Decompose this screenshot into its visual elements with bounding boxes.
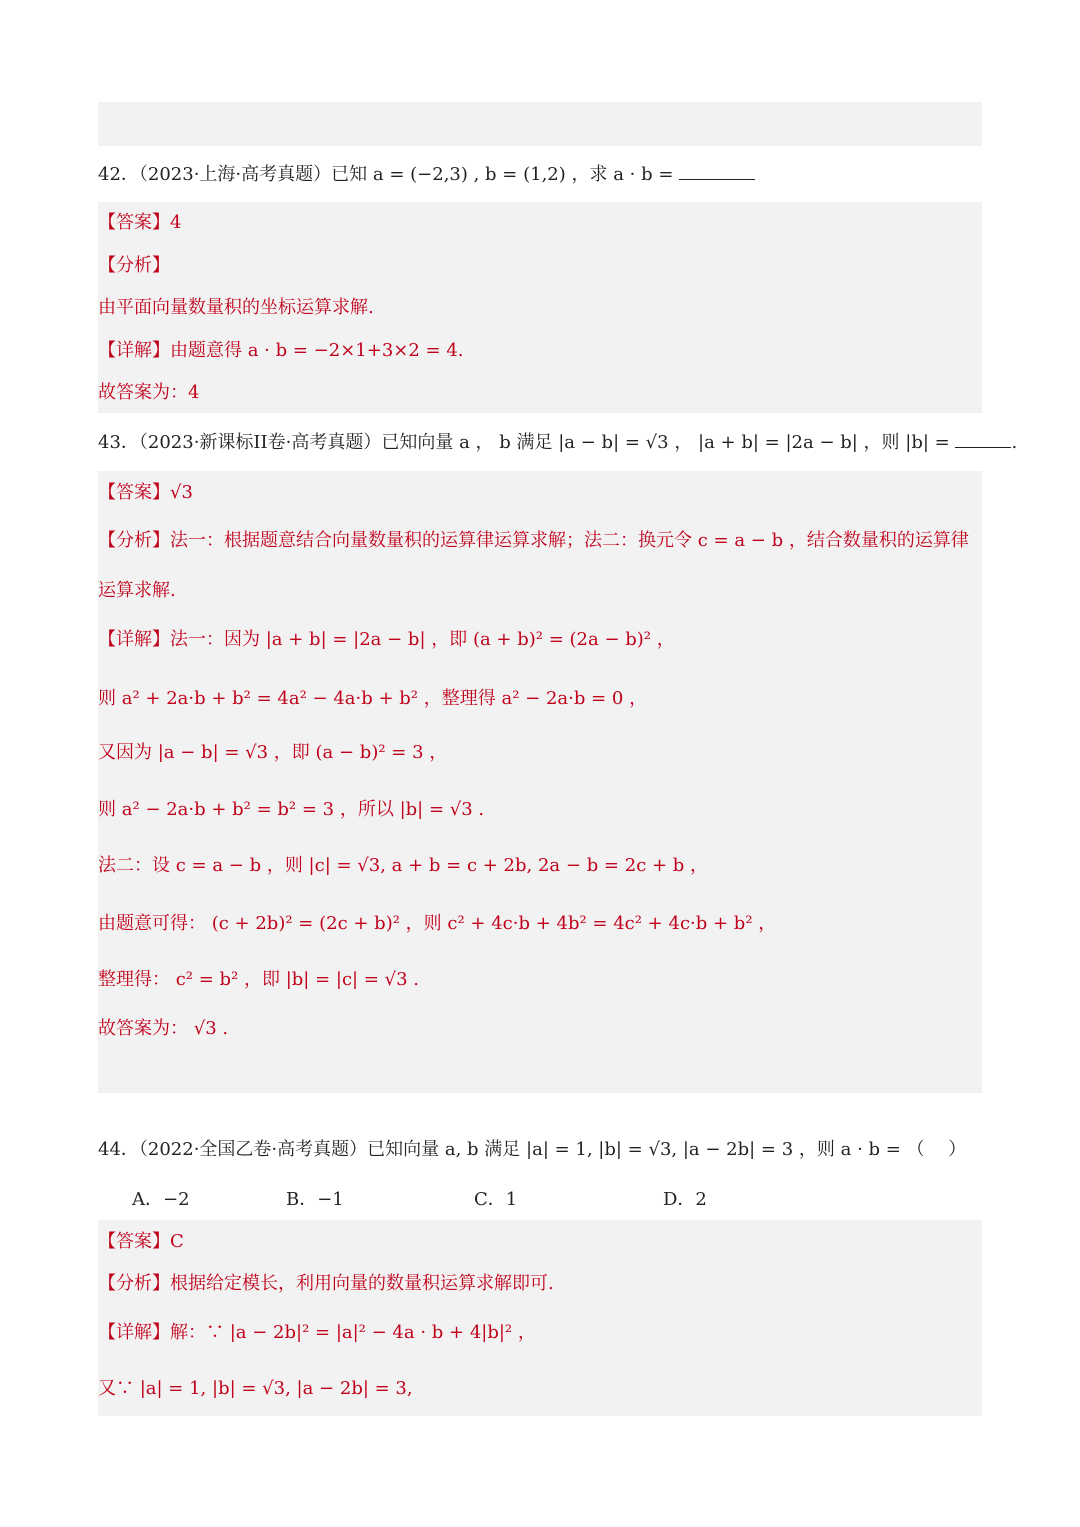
q43-detail-7: 整理得： c² = b² ，即 |b| = |c| = √3 .	[98, 969, 420, 990]
q43-detail-4: 则 a² − 2a·b + b² = b² = 3 ，所以 |b| = √3 .	[98, 799, 485, 820]
q44-analysis: 【分析】根据给定模长，利用向量的数量积运算求解即可.	[98, 1273, 554, 1294]
q43-analysis-cont: 运算求解.	[98, 580, 176, 601]
q44-option-a: A．−2	[132, 1189, 190, 1210]
q44-question: 44．（2022·全国乙卷·高考真题）已知向量 a, b 满足 |a| = 1, |b| = √3, |a − 2b| = 3 ，则 a · b = （ ）	[98, 1139, 967, 1160]
q43-answer: 【答案】√3	[98, 482, 193, 503]
q44-detail-2: 又∵ |a| = 1, |b| = √3, |a − 2b| = 3,	[98, 1378, 413, 1399]
q43-detail-3: 又因为 |a − b| = √3 ，即 (a − b)² = 3 ，	[98, 742, 448, 763]
q42-analysis: 由平面向量数量积的坐标运算求解.	[98, 297, 374, 318]
q42-final: 故答案为：4	[98, 382, 200, 403]
q43-answer-blank	[955, 429, 1011, 448]
q43-question: 43．（2023·新课标II卷·高考真题）已知向量 a ， b 满足 |a − b| = √3 ， |a + b| = |2a − b| ，则 |b| = .	[98, 429, 1017, 456]
q42-answer: 【答案】4	[98, 212, 182, 233]
q43-detail-5: 法二：设 c = a − b ，则 |c| = √3, a + b = c + 2b, 2a − b = 2c + b ，	[98, 855, 709, 876]
q43-detail-6: 由题意可得： (c + 2b)² = (2c + b)² ，则 c² + 4c·b + 4b² = 4c² + 4c·b + b² ，	[98, 913, 777, 934]
q43-detail-2: 则 a² + 2a·b + b² = 4a² − 4a·b + b² ，整理得 a² − 2a·b = 0 ，	[98, 688, 648, 709]
q42-analysis-label: 【分析】	[98, 255, 170, 276]
q44-option-c: C．1	[474, 1189, 518, 1210]
q44-answer: 【答案】C	[98, 1231, 184, 1252]
q44-detail-1: 【详解】解：∵ |a − 2b|² = |a|² − 4a · b + 4|b|² ，	[98, 1322, 536, 1343]
q42-detail: 【详解】由题意得 a · b = −2×1+3×2 = 4.	[98, 340, 464, 361]
q43-final: 故答案为： √3 .	[98, 1018, 229, 1039]
q43-analysis: 【分析】法一：根据题意结合向量数量积的运算律运算求解；法二：换元令 c = a − b ，结合数量积的运算律	[98, 530, 969, 551]
prev-solution-box	[98, 102, 982, 146]
q42-question: 42．（2023·上海·高考真题）已知 a = (−2,3) , b = (1,2) ，求 a · b =	[98, 161, 755, 188]
q44-option-b: B．−1	[286, 1189, 344, 1210]
q43-detail-1: 【详解】法一：因为 |a + b| = |2a − b| ，即 (a + b)² = (2a − b)² ，	[98, 629, 675, 650]
q43-solution-box	[98, 471, 982, 1093]
q42-answer-blank	[679, 161, 755, 180]
q44-option-d: D．2	[663, 1189, 707, 1210]
